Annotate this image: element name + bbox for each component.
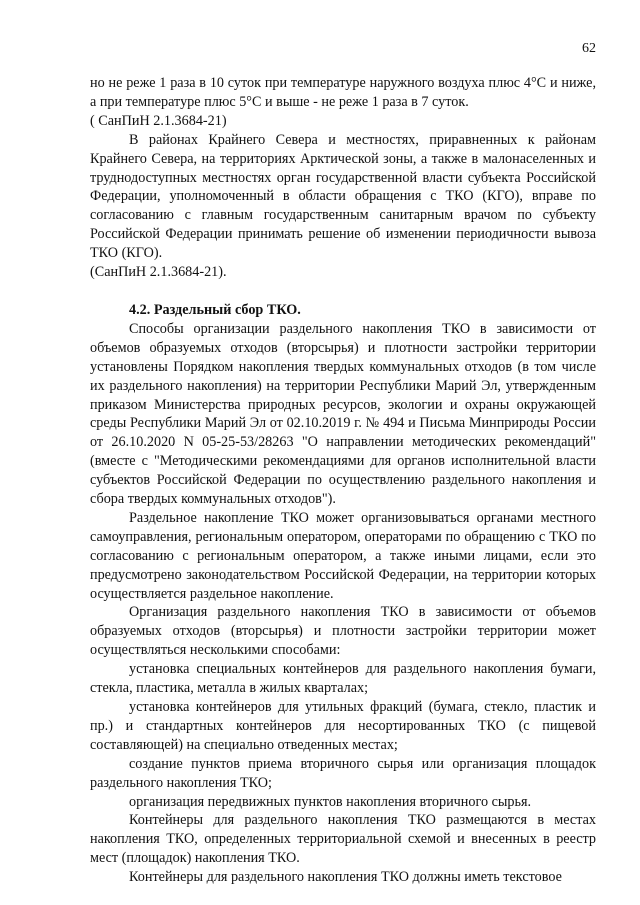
page-number: 62 bbox=[582, 41, 596, 56]
list-item: установка контейнеров для утильных фракций (бумага, стекло, пластик и пр.) и стандартных контейнеров для несортированных ТКО (с пищевой составляющей) на специально отведенных местах; bbox=[90, 699, 596, 753]
paragraph: Раздельное накопление ТКО может организовываться органами местного самоуправления, региональным оператором, операторами по обращению с ТКО по согласованию с региональным оператором, а также иными лицами, если это предусмотрено законодательством Российской Федерации, на территории которых осуществляется раздельное накопление. bbox=[90, 509, 596, 602]
paragraph: В районах Крайнего Севера и местностях, приравненных к районам Крайнего Севера, на территориях Арктической зоны, а также в малонаселенных и труднодоступных местностях орган государственной власти субъекта Российской Федерации, уполномоченный в области обращения с ТКО (КГО), вправе по согласованию с главным государственным санитарным врачом по субъекту Российской Федерации принимать решение об изменении периодичности вывоза ТКО (КГО). bbox=[90, 131, 596, 262]
spacer bbox=[90, 282, 596, 301]
paragraph-citation: (СанПиН 2.1.3684-21). bbox=[90, 264, 227, 281]
paragraph: но не реже 1 раза в 10 суток при температуре наружного воздуха плюс 4°С и ниже, а при температуре плюс 5°С и выше - не реже 1 раза в 7 суток. bbox=[90, 75, 596, 110]
list-item: установка специальных контейнеров для раздельного накопления бумаги, стекла, пластика, металла в жилых кварталах; bbox=[90, 661, 596, 697]
list-item: организация передвижных пунктов накопления вторичного сырья. bbox=[129, 793, 532, 810]
paragraph: Контейнеры для раздельного накопления ТКО должны иметь текстовое bbox=[129, 869, 562, 886]
paragraph-citation: ( СанПиН 2.1.3684-21) bbox=[90, 112, 227, 129]
paragraph: Способы организации раздельного накопления ТКО в зависимости от объемов образуемых отходов (вторсырья) и плотности застройки территории установлены Порядком накопления твердых коммунальных отходов (в том числе их раздельного накопления) на территории Республики Марий Эл, утвержденным приказом Министерства природных ресурсов, экологии и охраны окружающей среды Республики Марий Эл от 02.10.2019 г. № 494 и Письма Минприроды России от 26.10.2020 N 05-25-53/28263 "О направлении методических рекомендаций" (вместе с "Методическими рекомендациями для органов исполнительной власти субъектов Российской Федерации по осуществлению раздельного накопления и сбора твердых коммунальных отходов"). bbox=[90, 320, 596, 508]
paragraph: Контейнеры для раздельного накопления ТКО размещаются в местах накопления ТКО, определенных территориальной схемой и внесенных в реестр мест (площадок) накопления ТКО. bbox=[90, 812, 596, 867]
list-item: создание пунктов приема вторичного сырья или организация площадок раздельного накопления ТКО; bbox=[90, 755, 596, 791]
section-heading: 4.2. Раздельный сбор ТКО. bbox=[129, 301, 301, 318]
page-content bbox=[90, 74, 596, 887]
paragraph: Организация раздельного накопления ТКО в зависимости от объемов образуемых отходов (вторсырья) и плотности застройки территории может осуществляться несколькими способами: bbox=[90, 604, 596, 659]
